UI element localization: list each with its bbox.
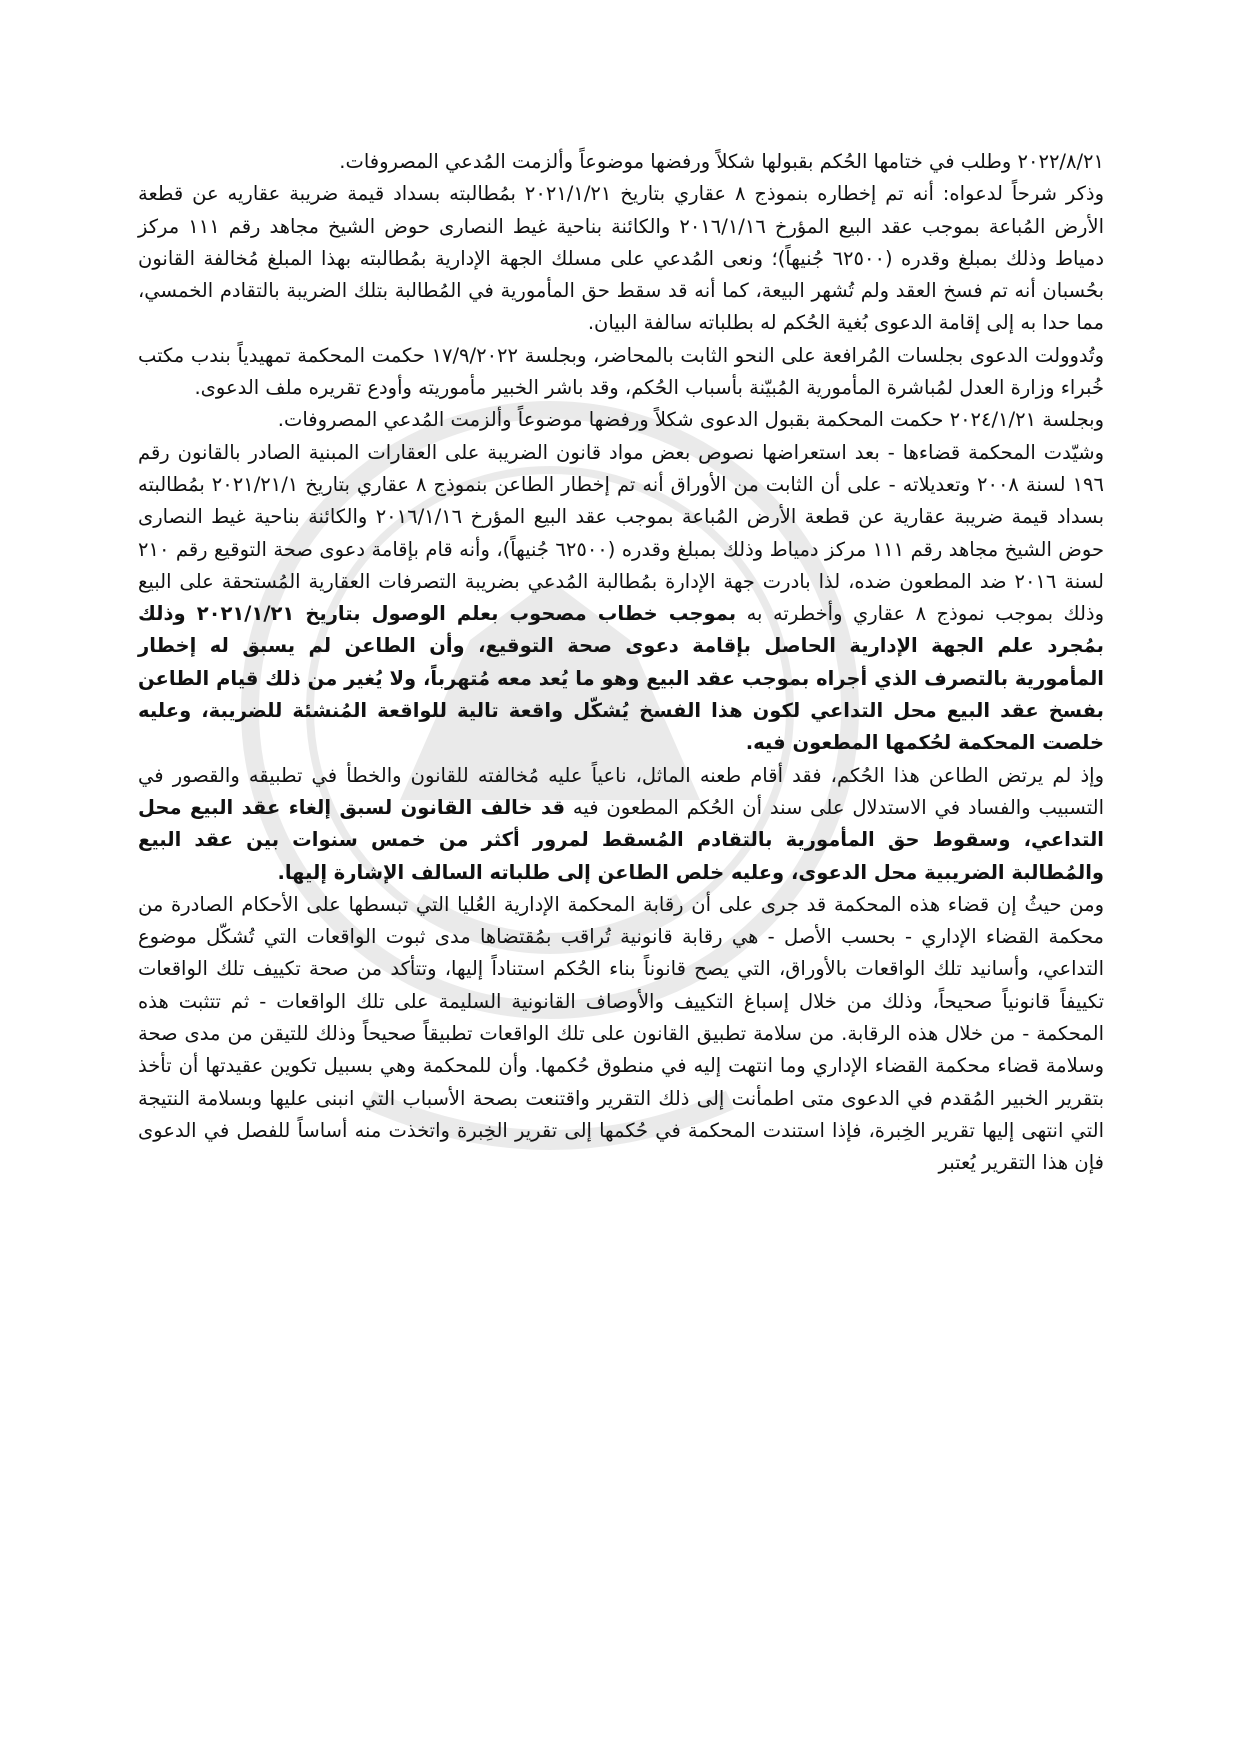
text-segment: وتُدوولت الدعوى بجلسات المُرافعة على النحو الثابت بالمحاضر، وبجلسة ١٧/٩/٢٠٢٢ حكمت المحكمة تمهيدياً بندب مكتب خُبراء وزارة العدل لمُباشرة المأمورية المُبيّنة بأسباب الحُكم، وقد باشر الخبير مأموريته وأودع تقريره ملف الدعوى. [138, 343, 1105, 400]
paragraph [138, 760, 1104, 889]
paragraph [138, 340, 1104, 405]
bold-text-segment: بموجب خطاب مصحوب بعلم الوصول بتاريخ ٢٠٢١/١/٢١ وذلك بمُجرد علم الجهة الإدارية الحاصل بإقامة دعوى صحة التوقيع، وأن الطاعن لم يسبق له إخطار المأمورية بالتصرف الذي أجراه بموجب عقد البيع وهو ما يُعد معه مُتهرباً، ولا يُغير من ذلك قيام الطاعن بفسخ عقد البيع محل التداعي لكون هذا الفسخ يُشكّل واقعة تالية للواقعة المُنشئة للضريبة، وعليه خلصت المحكمة لحُكمها المطعون فيه. [138, 602, 1104, 755]
paragraph [138, 404, 1104, 436]
paragraph [138, 178, 1104, 339]
text-segment: وذكر شرحاً لدعواه: أنه تم إخطاره بنموذج ٨ عقاري بتاريخ ٢٠٢١/١/٢١ بمُطالبته بسداد قيمة ضريبة عقاريه عن قطعة الأرض المُباعة بموجب عقد البيع المؤرخ ٢٠١٦/١/١٦ والكائنة بناحية غيط النصارى حوض الشيخ مجاهد رقم ١١١ مركز دمياط وذلك بمبلغ وقدره (٦٢٥٠٠ جُنيهاً)؛ ونعى المُدعي على مسلك الجهة الإدارية بمُطالبته بهذا المبلغ مُخالفة القانون بحُسبان أنه تم فسخ العقد ولم تُشهر البيعة، كما أنه قد سقط حق المأمورية في المُطالبة بتلك الضريبة بالتقادم الخمسي، مما حدا به إلى إقامة الدعوى بُغية الحُكم له بطلباته سالفة البيان. [138, 182, 1104, 335]
text-segment: ومن حيثُ إن قضاء هذه المحكمة قد جرى على أن رقابة المحكمة الإدارية العُليا التي تبسطها على الأحكام الصادرة من محكمة القضاء الإداري - بحسب الأصل - هي رقابة قانونية تُراقب بمُقتضاها مدى ثبوت الواقعات التي تُشكّل موضوع التداعي، وأسانيد تلك الواقعات بالأوراق، التي يصح قانوناً بناء الحُكم استناداً إليها، وتتأكد من صحة تكييف تلك الواقعات تكييفاً قانونياً صحيحاً، وذلك من خلال إسباغ التكييف والأوصاف القانونية السليمة على تلك الواقعات - ثم تتثبت هذه المحكمة - من خلال هذه الرقابة. من سلامة تطبيق القانون على تلك الواقعات تطبيقاً صحيحاً وذلك للتيقن من مدى صحة وسلامة قضاء محكمة القضاء الإداري وما انتهت إليه في منطوق حُكمها. وأن للمحكمة وهي بسبيل تكوين عقيدتها أن تأخذ بتقرير الخبير المُقدم في الدعوى متى اطمأنت إلى ذلك التقرير واقتنعت بصحة الأسباب التي انبنى عليها وبسلامة النتيجة التي انتهى إليها تقرير الخِبرة، فإذا استندت المحكمة في حُكمها إلى تقرير الخِبرة واتخذت منه أساساً للفصل في الدعوى فإن هذا التقرير يُعتبر [138, 892, 1104, 1175]
paragraph [138, 146, 1104, 178]
paragraph [138, 889, 1104, 1180]
text-segment: وإذ لم يرتض الطاعن هذا الحُكم، فقد أقام طعنه الماثل، ناعياً عليه مُخالفته للقانون والخطأ في تطبيقه والقصور في التسبيب والفساد في الاستدلال على سند أن الحُكم المطعون فيه [138, 763, 1105, 819]
text-segment: وشيّدت المحكمة قضاءها - بعد استعراضها نصوص بعض مواد قانون الضريبة على العقارات المبنية الصادر بالقانون رقم ١٩٦ لسنة ٢٠٠٨ وتعديلاته - على أن الثابت من الأوراق أنه تم إخطار الطاعن بنموذج ٨ عقاري بتاريخ ٢٠٢١/٢١/١ بمُطالبته بسداد قيمة ضريبة عقارية عن قطعة الأرض المُباعة بموجب عقد البيع المؤرخ ٢٠١٦/١/١٦ والكائنة بناحية غيط النصارى حوض الشيخ مجاهد رقم ١١١ مركز دمياط وذلك بمبلغ وقدره (٦٢٥٠٠ جُنيهاً)، وأنه قام بإقامة دعوى صحة التوقيع رقم ٢١٠ لسنة ٢٠١٦ ضد المطعون ضده، لذا بادرت جهة الإدارة بمُطالبة المُدعي بضريبة التصرفات العقارية المُستحقة على البيع وذلك بموجب نموذج ٨ عقاري وأخطرته به [138, 440, 1104, 626]
text-segment: وبجلسة ٢٠٢٤/١/٢١ حكمت المحكمة بقبول الدعوى شكلاً ورفضها موضوعاً وألزمت المُدعي المصروفات. [277, 408, 1104, 432]
paragraph [138, 437, 1104, 760]
bold-text-segment: قد خالف القانون لسبق إلغاء عقد البيع محل التداعي، وسقوط حق المأمورية بالتقادم المُسقط لمرور أكثر من خمس سنوات بين عقد البيع والمُطالبة الضريبية محل الدعوى، وعليه خلص الطاعن إلى طلباته السالف الإشارة إليها. [138, 795, 1104, 884]
document-body [138, 146, 1104, 1180]
text-segment: ٢٠٢٢/٨/٢١ وطلب في ختامها الحُكم بقبولها شكلاً ورفضها موضوعاً وألزمت المُدعي المصروفات. [339, 150, 1104, 173]
